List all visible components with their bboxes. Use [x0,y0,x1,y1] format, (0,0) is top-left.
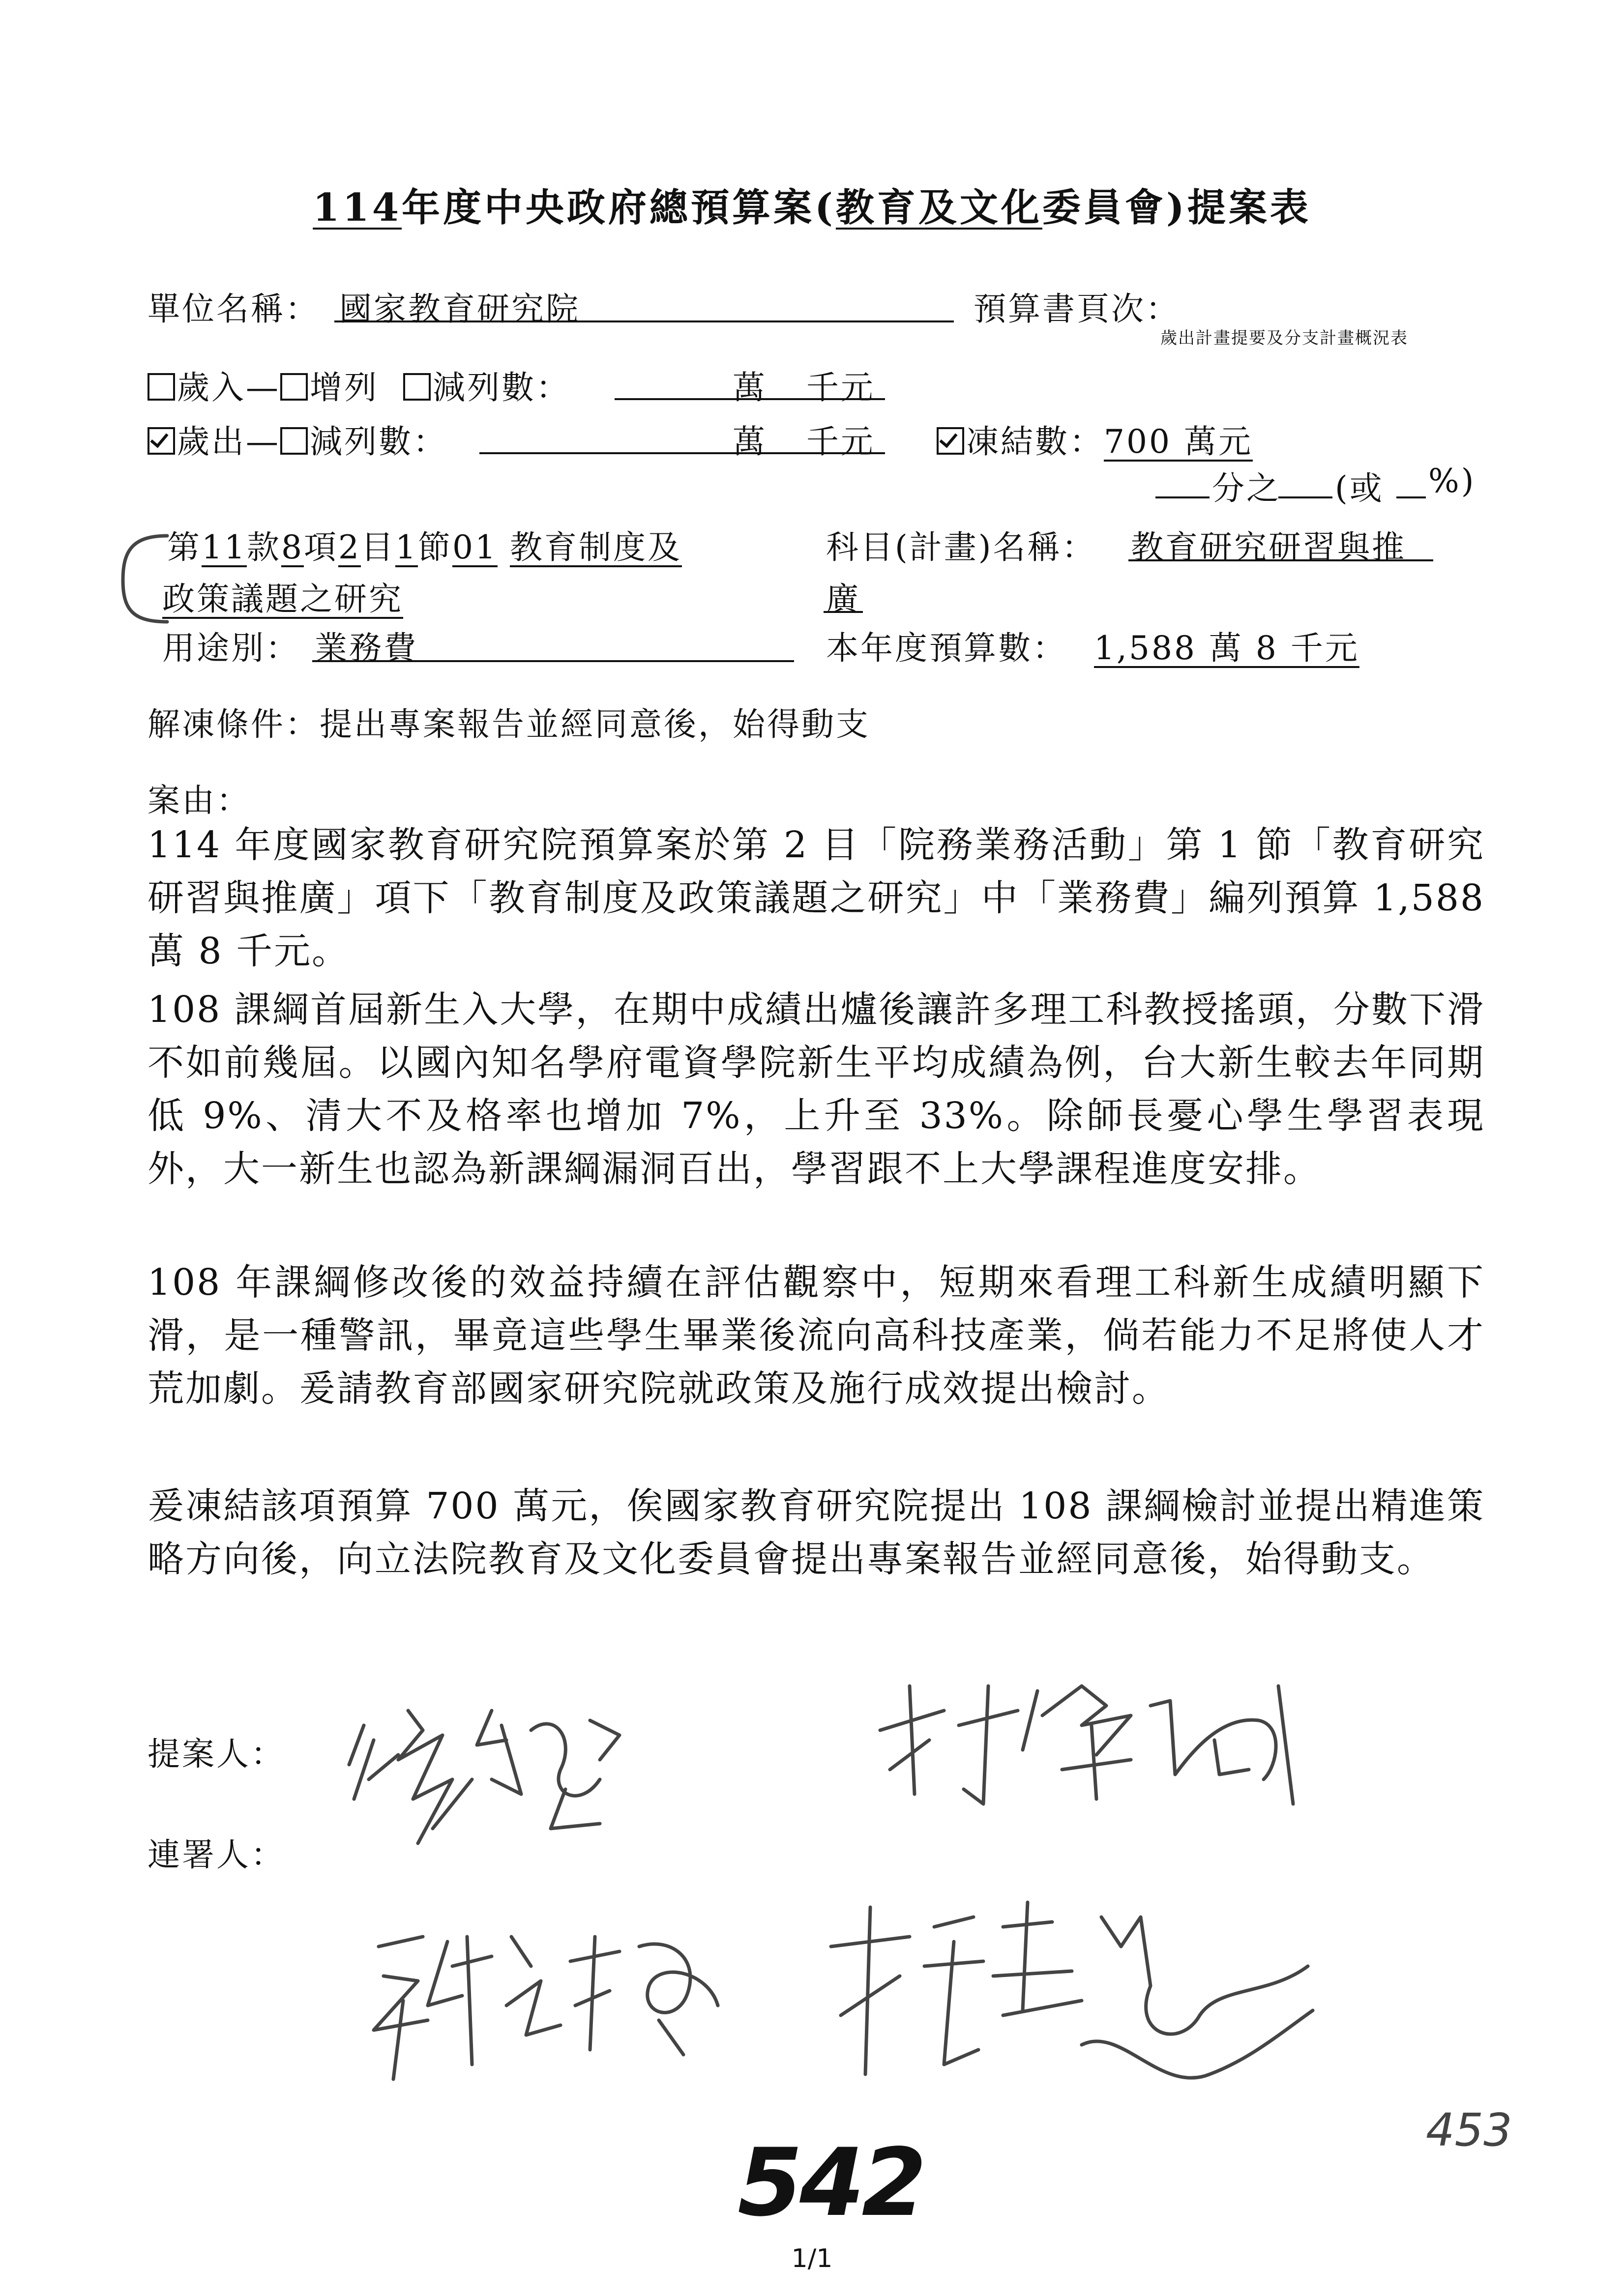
unit-value: 國家教育研究院 [339,290,580,328]
expense-row [148,415,447,462]
freeze-label: 凍結數： [966,423,1104,461]
expense-label: 歲出— [177,423,280,461]
item-name-2: 政策議題之研究 [162,580,403,618]
item-mu-no: 2 [338,528,361,566]
subject-underline-1 [1128,559,1433,561]
subject-underline-2 [824,611,863,613]
reason-label: 案由： [148,782,251,819]
increase-label: 增列 [310,369,379,407]
cosigner-label: 連署人： [148,1836,285,1874]
item-kuan: 款 [246,528,281,566]
fraction-text-c: %) [1428,462,1476,500]
item-jie-no: 1 [395,528,418,566]
unfreeze-label: 解凍條件： [148,705,320,743]
annual-budget-value: 1,588 萬 8 千元 [1094,629,1359,667]
fraction-text-b: (或 [1335,469,1384,507]
item-jie: 節 [417,528,452,566]
title-pre: 年度中央政府總預算案( [402,185,836,230]
handwritten-number: 542 [738,2128,924,2237]
expense-checkbox [148,427,175,455]
page-number: 1/1 [791,2244,833,2273]
proposer-signature-2 [875,1657,1318,1824]
fraction-text-a: 分之 [1212,469,1281,507]
title-post: 委員會)提案表 [1042,185,1311,230]
item-di: 第 [167,528,202,566]
cosigner-signature-2 [826,1888,1318,2114]
proposer-signature-1 [344,1681,659,1858]
purpose-underline [312,660,794,662]
title-year: 114 [313,185,402,230]
reason-paragraph-2: 108 課綱首屆新生入大學，在期中成績出爐後讓許多理工科教授搖頭，分數下滑不如前幾屆。以國內知名學府電資學院新生平均成績為例，台大新生較去年同期低 9%、清大不及格率也增加 7%，上升至 33%。除師長憂心學生學習表現外，大一新生也認為新課綱漏洞百出，學習跟不上大學課程進度安排。 [148,988,1485,1190]
revenue-decrease-checkbox [403,373,431,401]
item-kuan-no: 11 [202,528,247,566]
purpose-value: 業務費 [315,629,418,667]
freeze-value: 700 萬元 [1104,423,1253,461]
revenue-qian: 千元 [806,369,875,407]
revenue-row [148,361,570,408]
increase-checkbox [280,373,308,401]
unfreeze-row [148,698,870,745]
item-line-2 [162,573,403,619]
item-line-1 [167,521,682,568]
page-title [0,177,1624,232]
fraction-line-1 [1155,496,1210,498]
proposer-label: 提案人： [148,1735,285,1773]
fraction-line-2 [1278,496,1332,498]
expense-decrease-checkbox [280,427,308,455]
item-code: 01 [452,528,498,566]
freeze-group [937,415,1253,462]
expense-decrease-label: 減列數： [310,423,447,461]
item-name-1: 教育制度及 [509,528,682,566]
freeze-checkbox [937,427,964,455]
fraction-line-3 [1396,496,1426,498]
expense-wan: 萬 [733,423,767,461]
revenue-decrease-label: 減列數： [432,369,570,407]
item-xiang: 項 [303,528,338,566]
title-committee: 教育及文化 [835,185,1042,230]
subject-value-1: 教育研究研習與推 [1131,528,1406,566]
revenue-label: 歲入— [177,369,280,407]
reason-paragraph-4: 爰凍結該項預算 700 萬元，俟國家教育研究院提出 108 課綱檢討並提出精進策略方向後，向立法院教育及文化委員會提出專案報告並經同意後，始得動支。 [148,1485,1485,1580]
subject-value-2: 廣 [826,580,860,618]
unfreeze-value: 提出專案報告並經同意後，始得動支 [320,705,870,743]
item-xiang-no: 8 [281,528,304,566]
item-mu: 目 [360,528,395,566]
subject-label: 科目(計畫)名稱： [826,528,1096,566]
reason-paragraph-1: 114 年度國家教育研究院預算案於第 2 目「院務業務活動」第 1 節「教育研究研習與推廣」項下「教育制度及政策議題之研究」中「業務費」編列預算 1,588 萬 8 千元。 [148,824,1485,972]
purpose-label: 用途別： [162,629,300,667]
reason-paragraph-3: 108 年課綱修改後的效益持續在評估觀察中，短期來看理工科新生成績明顯下滑，是一種警訊，畢竟這些學生畢業後流向高科技產業，倘若能力不足將使人才荒加劇。爰請教育部國家研究院就政策及施行成效提出檢討。 [148,1261,1485,1410]
expense-qian: 千元 [806,423,875,461]
revenue-checkbox [148,373,175,401]
cosigner-signature-1 [364,1907,747,2094]
unit-label: 單位名稱： [148,290,320,328]
revenue-wan: 萬 [733,369,767,407]
handwritten-page-number: 453 [1426,2104,1512,2156]
unit-underline [334,320,954,322]
budget-page-note: 歲出計畫提要及分支計畫概況表 [1160,328,1408,348]
budget-page-label: 預算書頁次： [974,290,1180,328]
annual-budget-label: 本年度預算數： [826,629,1067,667]
